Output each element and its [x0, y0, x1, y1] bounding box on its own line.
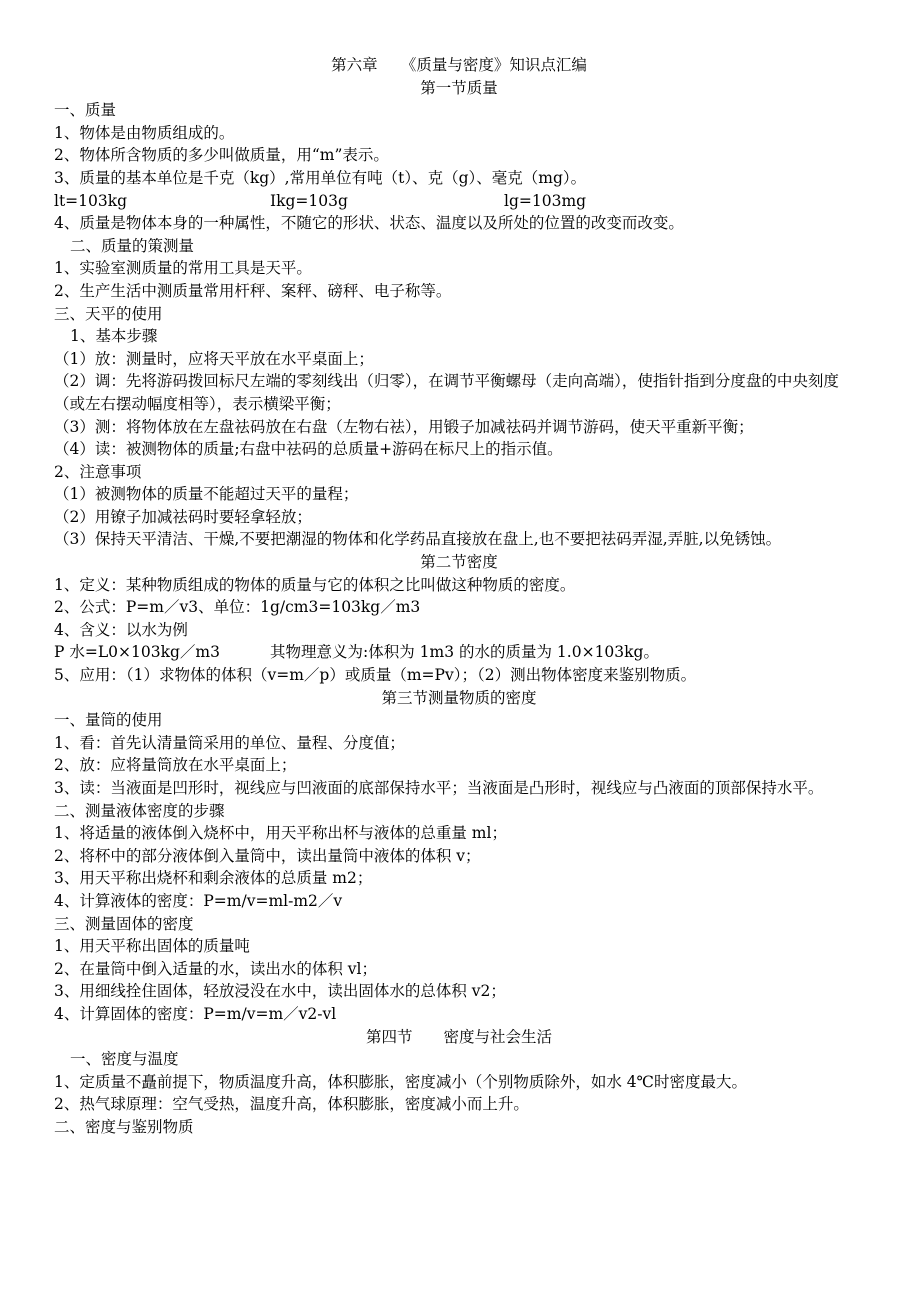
text-line: 1、将适量的液体倒入烧杯中，用天平称出杯与液体的总重量 ml； [54, 824, 507, 843]
text-line: 2、放：应将量筒放在水平桌面上； [54, 756, 297, 775]
text-line: （4）读：被测物体的质量;右盘中祛码的总质量+游码在标尺上的指示值。 [54, 440, 563, 459]
heading-liquid-density: 二、测量液体密度的步骤 [54, 801, 225, 820]
section-3-title: 第三节测量物质的密度 [381, 688, 537, 707]
text-line: （3）测：将物体放在左盘祛码放在右盘（左物右祛），用锻子加减祛码并调节游码，使天平重新平衡； [54, 417, 754, 436]
text-line: 2、公式：P=m／v3、单位：1g/cm3=103kg／m3 [54, 598, 421, 617]
text-line: 2、在量筒中倒入适量的水，读出水的体积 vl； [54, 959, 378, 978]
text-line: 2、生产生活中测质量常用杆秤、案秤、磅秤、电子称等。 [54, 281, 452, 300]
text-line: 2、物体所含物质的多少叫做质量，用“m”表示。 [54, 146, 389, 165]
text-line: 1、看：首先认清量筒采用的单位、量程、分度值； [54, 733, 405, 752]
heading-mass-measurement: 二、质量的策测量 [70, 236, 195, 255]
heading-density-temperature: 一、密度与温度 [70, 1050, 179, 1069]
text-line: （2）调：先将游码拨回标尺左端的零刻线出（归零），在调节平衡螺母（走向高端），使指针指到分度盘的中央刻度（或左右摆动幅度相等），表示横梁平衡； [54, 372, 839, 413]
text-line: 1、用天平称出固体的质量吨 [54, 937, 250, 956]
water-density-row [54, 641, 864, 664]
text-line: （3）保持天平清洁、干燥,不要把潮湿的物体和化学药品直接放在盘上,也不要把祛码弄湿,弄脏,以免锈蚀。 [54, 530, 782, 549]
text-line: 1、定义：某种物质组成的物体的质量与它的体积之比叫做这种物质的密度。 [54, 575, 576, 594]
text-line: 3、用天平称出烧杯和剩余液体的总质量 m2； [54, 869, 373, 888]
text-line: 1、实验室测质量的常用工具是天平。 [54, 259, 312, 278]
text-line: 3、质量的基本单位是千克（kg）,常用单位有吨（t）、克（g）、毫克（mg）。 [54, 168, 587, 187]
text-line: 3、用细线拴住固体，轻放浸没在水中，读出固体水的总体积 v2； [54, 982, 506, 1001]
text-line: 5、应用：（1）求物体的体积（v=m／p）或质量（m=Pv）；（2）测出物体密度来鉴别物质。 [54, 666, 697, 685]
text-line: 4、含义：以水为例 [54, 620, 188, 639]
unit-kg: Ikg=103g [270, 191, 348, 210]
text-line: 3、读：当液面是凹形时，视线应与凹液面的底部保持水平；当液面是凸形时，视线应与凸液面的顶部保持水平。 [54, 779, 824, 797]
heading-solid-density: 三、测量固体的密度 [54, 914, 194, 933]
section-4-title: 第四节 密度与社会生活 [365, 1027, 552, 1046]
text-line: （1）被测物体的质量不能超过天平的量程； [54, 485, 359, 504]
water-density-value: P 水=L0×103kg／m3 [54, 643, 220, 662]
text-line: 4、质量是物体本身的一种属性，不随它的形状、状态、温度以及所处的位置的改变而改变。 [54, 214, 684, 233]
text-line: 4、计算液体的密度：P=m/v=ml-m2／v [54, 891, 343, 910]
heading-balance-use: 三、天平的使用 [54, 304, 163, 323]
text-line: 2、将杯中的部分液体倒入量筒中，读出量筒中液体的体积 v； [54, 846, 481, 865]
unit-ton: lt=103kg [54, 191, 128, 210]
text-line: 2、热气球原理：空气受热，温度升高，体积膨胀，密度减小而上升。 [54, 1095, 529, 1114]
chapter-title: 第六章 《质量与密度》知识点汇编 [331, 56, 587, 74]
text-line: （2）用镣子加减祛码时要轻拿轻放； [54, 507, 312, 526]
subheading-basic-steps: 1、基本步骤 [70, 327, 158, 346]
section-2-title: 第二节密度 [420, 553, 498, 572]
unit-conversion-row [54, 190, 864, 213]
subheading-notes: 2、注意事项 [54, 462, 142, 481]
heading-mass: 一、质量 [54, 101, 117, 120]
unit-g: lg=103mg [504, 191, 587, 210]
heading-cylinder-use: 一、量筒的使用 [54, 711, 163, 730]
text-line: 1、物体是由物质组成的。 [54, 123, 235, 142]
text-line: 4、计算固体的密度：P=m/v=m／v2-vl [54, 1004, 337, 1023]
water-density-meaning: 其物理意义为:体积为 1m3 的水的质量为 1.0×103kg。 [270, 643, 659, 662]
text-line: （1）放：测量时，应将天平放在水平桌面上； [54, 349, 374, 368]
text-line: 1、定质量不矗前提下，物质温度升高，体积膨胀，密度减小（个别物质除外，如水 4℃时密度最大。 [54, 1072, 747, 1091]
section-1-title: 第一节质量 [420, 78, 498, 97]
heading-density-identification: 二、密度与鉴别物质 [54, 1117, 194, 1136]
